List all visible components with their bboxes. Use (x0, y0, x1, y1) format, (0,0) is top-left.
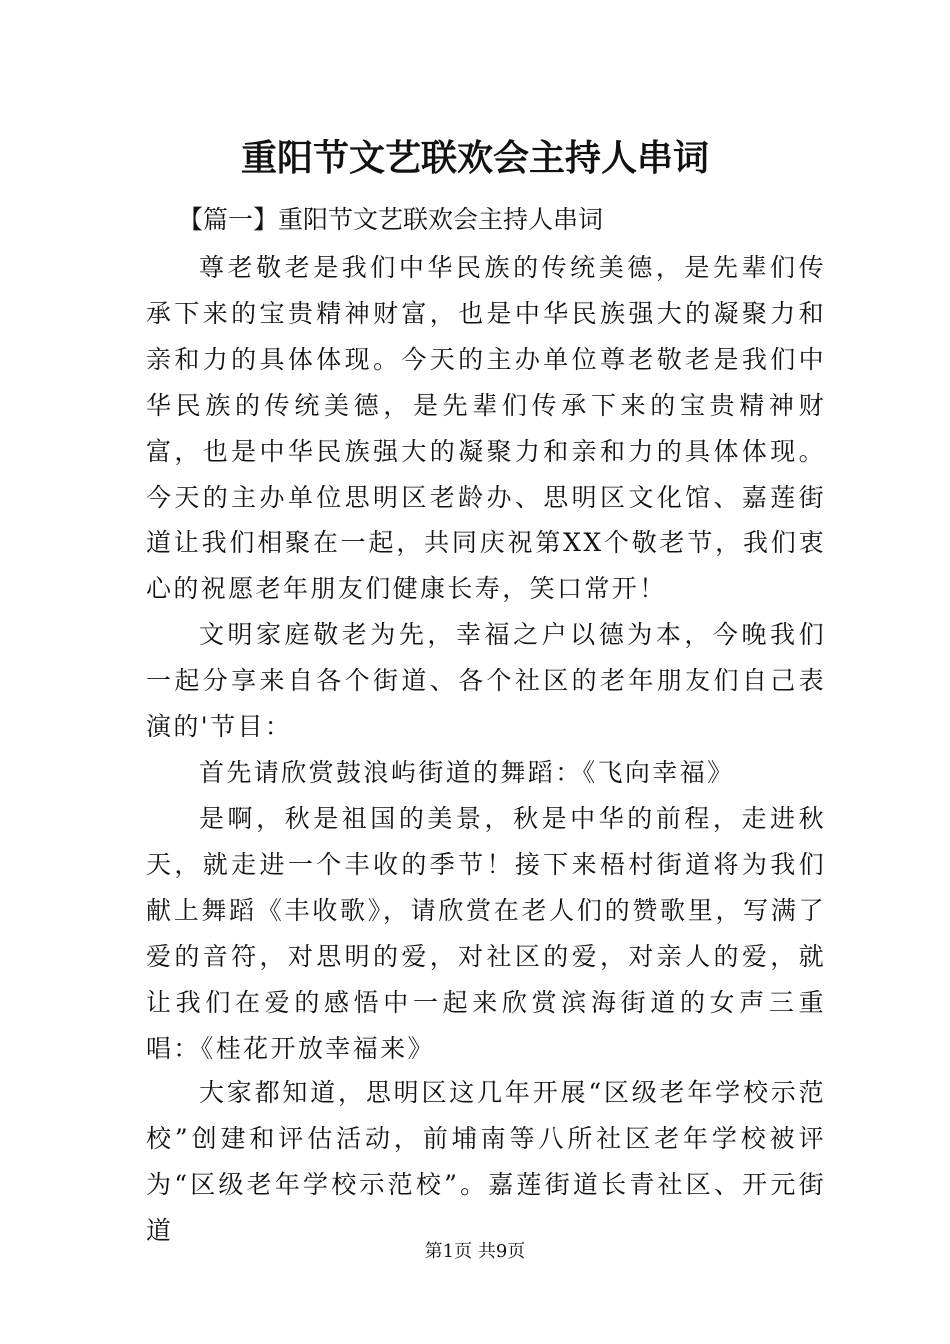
paragraph-2: 文明家庭敬老为先，幸福之户以德为本，今晚我们一起分享来自各个街道、各个社区的老年朋友们自己表演的'节目： (146, 620, 826, 741)
page-title: 重阳节文艺联欢会主持人串词 (240, 137, 709, 179)
paragraph-3: 首先请欣赏鼓浪屿街道的舞蹈：《飞向幸福》 (199, 758, 735, 787)
page-footer: 第1页 共9页 (424, 1241, 526, 1262)
paragraph-4: 是啊，秋是祖国的美景，秋是中华的前程，走进秋天，就走进一个丰收的季节！接下来梧村街道将为我们献上舞蹈《丰收歌》，请欣赏在老人们的赞歌里，写满了爱的音符，对思明的爱，对社区的爱，对亲人的爱，就让我们在爱的感悟中一起来欣赏滨海街道的女声三重唱：《桂花开放幸福来》 (146, 804, 826, 1063)
paragraph-1: 尊老敬老是我们中华民族的传统美德，是先辈们传承下来的宝贵精神财富，也是中华民族强大的凝聚力和亲和力的具体体现。今天的主办单位尊老敬老是我们中华民族的传统美德，是先辈们传承下来的宝贵精神财富，也是中华民族强大的凝聚力和亲和力的具体体现。今天的主办单位思明区老龄办、思明区文化馆、嘉莲街道让我们相聚在一起，共同庆祝第XX个敬老节，我们衷心的祝愿老年朋友们健康长寿，笑口常开！ (146, 253, 826, 604)
paragraph-5: 大家都知道，思明区这几年开展“区级老年学校示范校”创建和评估活动，前埔南等八所社区老年学校被评为“区级老年学校示范校”。嘉莲街道长青社区、开元街道 (146, 1078, 826, 1245)
section-heading: 【篇一】重阳节文艺联欢会主持人串词 (178, 205, 604, 234)
